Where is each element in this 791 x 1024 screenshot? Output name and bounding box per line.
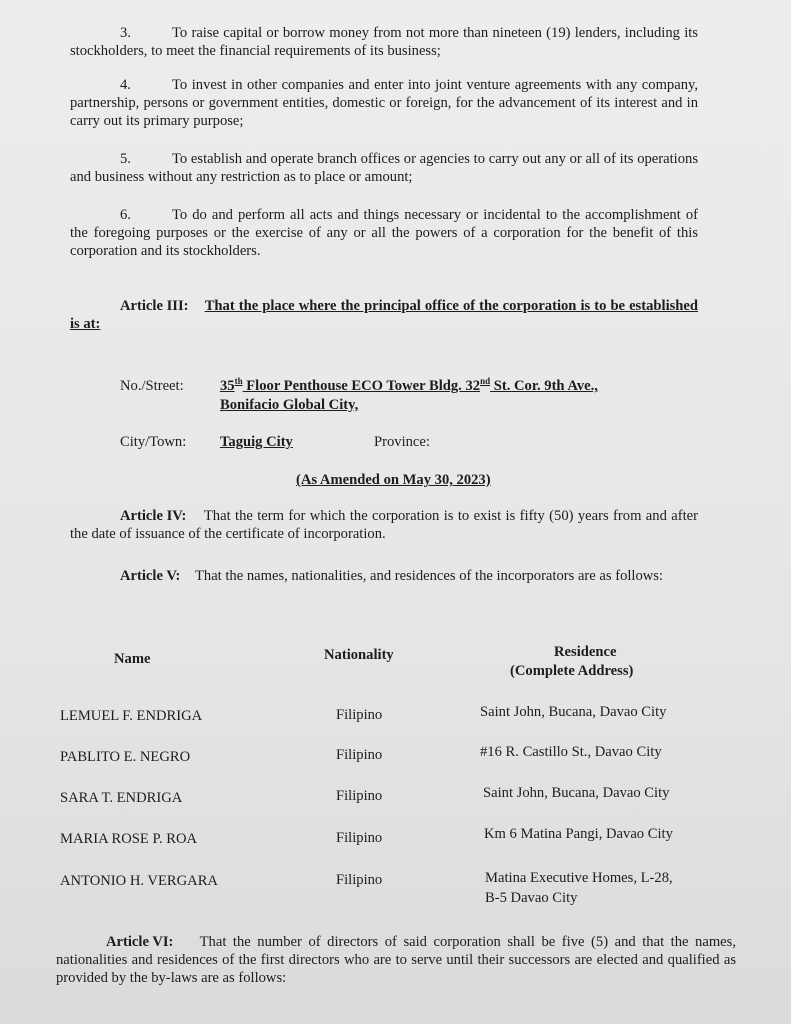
purpose-5: 5. To establish and operate branch offices or agencies to carry out any or all of its operations and business without any restriction as to place or amount; bbox=[70, 151, 698, 185]
header-name: Name bbox=[114, 651, 151, 667]
article-5-text: That the names, nationalities, and residences of the incorporators are as follows: bbox=[194, 568, 664, 584]
article-4-label: Article IV: bbox=[120, 508, 187, 524]
article-4-text: That the term for which the corporation is to exist is fifty (50) years from and after the date of issuance of the certificate of incorporation. bbox=[70, 508, 699, 542]
article-6-label: Article VI: bbox=[106, 934, 174, 950]
street-value-line1: 35th Floor Penthouse ECO Tower Bldg. 32nd St. Cor. 9th Ave., bbox=[220, 376, 598, 394]
article-5-label: Article V: bbox=[120, 568, 181, 584]
purpose-6: 6. To do and perform all acts and things necessary or incidental to the accomplishment of the foregoing purposes or the exercise of any or all the powers of a corporation for the benefit of this corporation and its stockholders. bbox=[70, 207, 698, 259]
city-label: City/Town: bbox=[120, 434, 187, 450]
street-label: No./Street: bbox=[120, 378, 184, 394]
article-4 bbox=[70, 507, 698, 543]
header-nationality: Nationality bbox=[324, 647, 394, 663]
document-page: 3. To raise capital or borrow money from not more than nineteen (19) lenders, including its stockholders, to meet the financial requirements of its business; 4. To invest in other companies and enter into joint venture agreements with any company, partnership, persons or government entities, domestic or foreign, for the advancement of its interest and in carry out its primary purpose; 5. To establish and operate branch offices or agencies to carry out any or all of its operations and business without any restriction as to place or amount; 6. To do and perform all acts and things necessary or incidental to the accomplishment of the foregoing purposes or the exercise of any or all the powers of a corporation for the benefit of this corporation and its stockholders. Article III: That the place where the principal office of the corporation is to be established is at: No./Street: 35th Floor Penthouse ECO Tower Bldg. 32nd St. Cor. 9th Ave., Bonifacio Global City, City/Town: Taguig City Province: (As Amended on May 30, 2023) Article IV: That the term for which the corporation is to exist is fifty (50) years from and after the date of issuance of the certificate of incorporation. Article V: That the names, nationalities, and residences of the incorporators are as follows: Name Nationality Residence (Complete Address) LEMUEL F. ENDRIGA Filipino Saint John, Bucana, Davao City PABLITO E. NEGRO Filipino #16 R. Castillo St., Davao City SARA T. ENDRIGA Filipino Saint John, Bucana, Davao City MARIA ROSE P. ROA Filipino Km 6 Matina Pangi, Davao City ANTONIO H. VERGARA Filipino Matina Executive Homes, L-28, B-5 Davao City Article VI: That the number of directors of said corporation shall be five (5) and that the names, nationalities and residences of the first directors who are to serve until their successors are elected and qualified as provided by the by-laws are as follows: bbox=[0, 0, 791, 1024]
header-residence-sub: (Complete Address) bbox=[510, 663, 634, 679]
amended-note: (As Amended on May 30, 2023) bbox=[296, 472, 491, 488]
purpose-3: 3. To raise capital or borrow money from not more than nineteen (19) lenders, including its stockholders, to meet the financial requirements of its business; bbox=[70, 25, 698, 59]
article-6-text: That the number of directors of said corporation shall be five (5) and that the names, nationalities and residences of the first directors who are to serve until their successors are elected and qualified as provided by the by-laws are as follows: bbox=[56, 934, 736, 986]
article-6 bbox=[56, 933, 736, 987]
article-3 bbox=[70, 297, 698, 333]
article-5 bbox=[70, 567, 698, 585]
purpose-4: 4. To invest in other companies and enter into joint venture agreements with any company, partnership, persons or government entities, domestic or foreign, for the advancement of its interest and in carry out its primary purpose; bbox=[70, 77, 698, 129]
article-3-label: Article III: bbox=[120, 298, 189, 314]
article-3-text: That the place where the principal office of the corporation is to be established is at: bbox=[70, 298, 699, 332]
street-value-line2: Bonifacio Global City, bbox=[220, 397, 359, 413]
province-label: Province: bbox=[374, 434, 430, 450]
city-value: Taguig City bbox=[220, 434, 293, 450]
header-residence: Residence bbox=[554, 644, 617, 660]
